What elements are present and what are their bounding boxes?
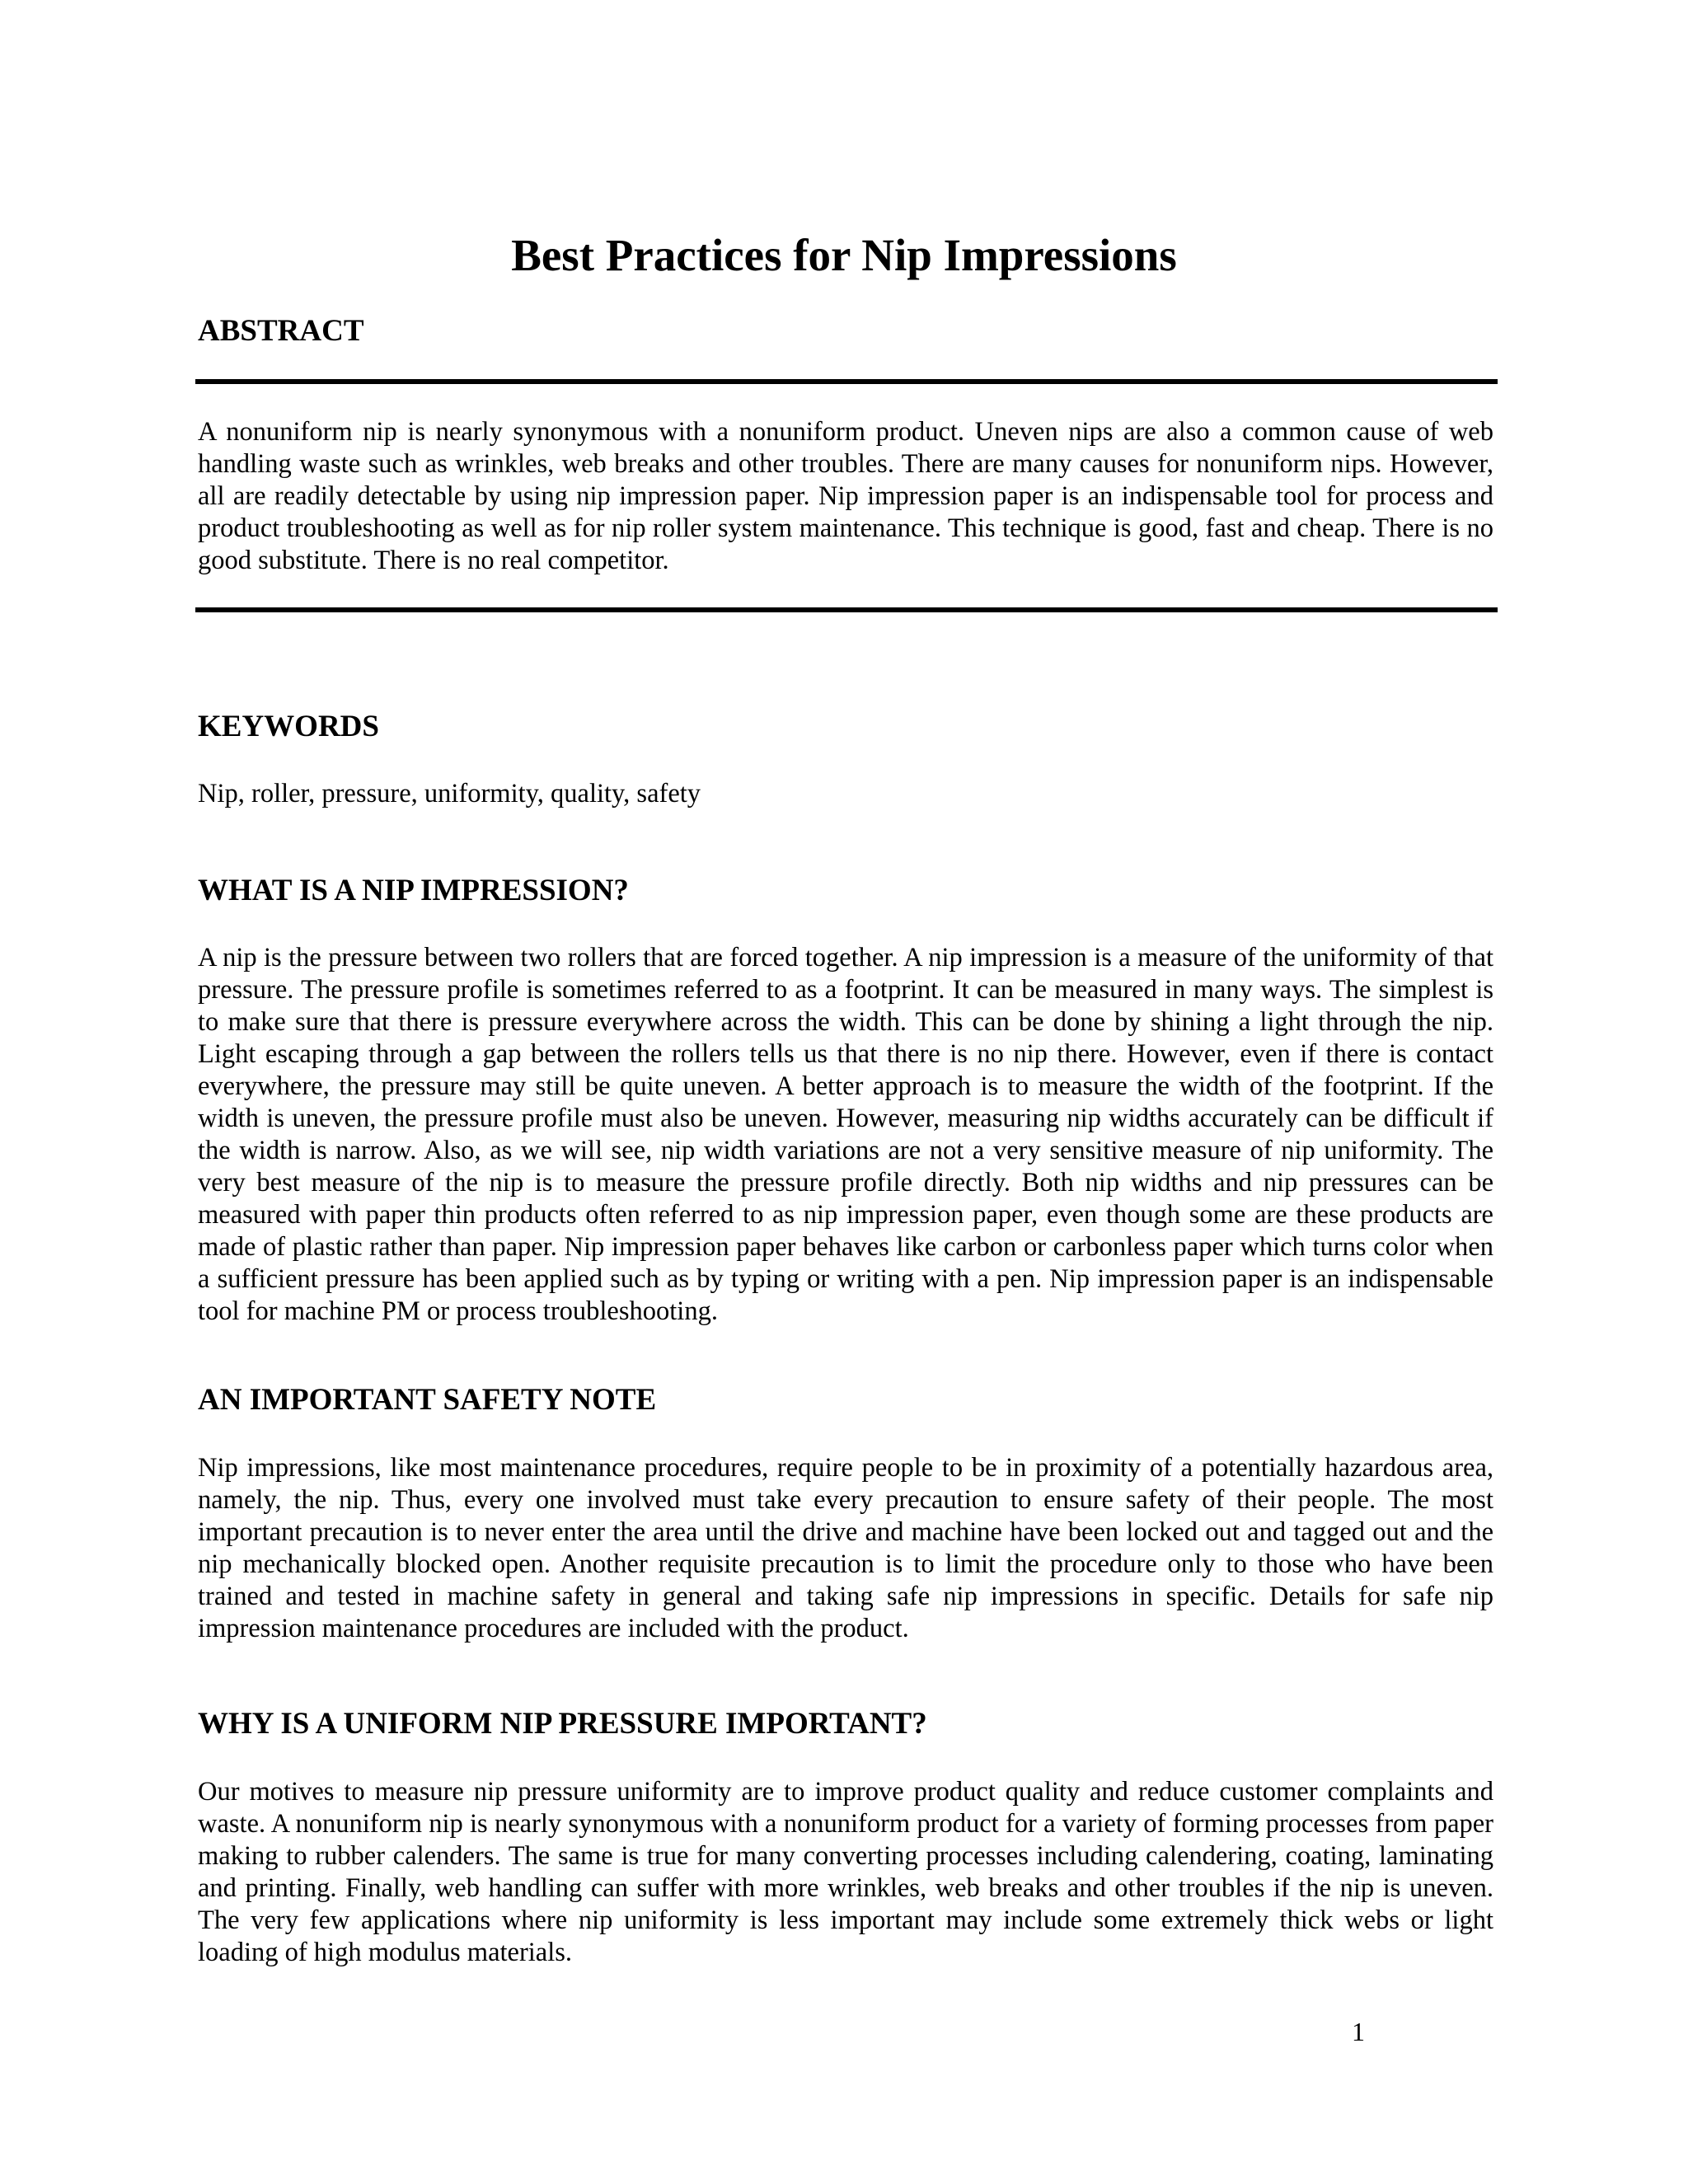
safety-note-paragraph: Nip impressions, like most maintenance procedures, require people to be in proximity of a potentially hazardous area, namely, the nip. Thus, every one involved must take every precaution to ensure safety of their people. The most important precaution is to never enter the area until the drive and machine have been locked out and tagged out and the nip mechanically blocked open. Another requisite precaution is to limit the procedure only to those who have been trained and tested in machine safety in general and taking safe nip impressions in specific. Details for safe nip impression maintenance procedures are included with the product.: [198, 1453, 1493, 1643]
uniform-pressure-heading: WHY IS A UNIFORM NIP PRESSURE IMPORTANT?: [198, 1707, 927, 1741]
nip-impression-paragraph: A nip is the pressure between two rollers that are forced together. A nip impression is a measure of the uniformity of that pressure. The pressure profile is sometimes referred to as a footprint. It can be measured in many ways. The simplest is to make sure that there is pressure everywhere across the width. This can be done by shining a light through the nip. Light escaping through a gap between the rollers tells us that there is no nip there. However, even if there is contact everywhere, the pressure may still be quite uneven. A better approach is to measure the width of the footprint. If the width is uneven, the pressure profile must also be uneven. However, measuring nip widths accurately can be difficult if the width is narrow. Also, as we will see, nip width variations are not a very sensitive measure of nip uniformity. The very best measure of the nip is to measure the pressure profile directly. Both nip widths and nip pressures can be measured with paper thin products often referred to as nip impression paper, even though some are these products are made of plastic rather than paper. Nip impression paper behaves like carbon or carbonless paper which turns color when a sufficient pressure has been applied such as by typing or writing with a pen. Nip impression paper is an indispensable tool for machine PM or process troubleshooting.: [198, 943, 1493, 1326]
abstract-bottom-divider: [195, 607, 1498, 612]
page-number: 1: [1352, 2017, 1365, 2046]
safety-note-heading: AN IMPORTANT SAFETY NOTE: [198, 1383, 657, 1417]
document-title: Best Practices for Nip Impressions: [511, 229, 1177, 280]
nip-impression-heading: WHAT IS A NIP IMPRESSION?: [198, 874, 629, 907]
keywords-text: Nip, roller, pressure, uniformity, quality, safety: [198, 779, 701, 808]
uniform-pressure-paragraph: Our motives to measure nip pressure uniformity are to improve product quality and reduce customer complaints and waste. A nonuniform nip is nearly synonymous with a nonuniform product for a variety of forming processes from paper making to rubber calenders. The same is true for many converting processes including calendering, coating, laminating and printing. Finally, web handling can suffer with more wrinkles, web breaks and other troubles if the nip is uneven. The very few applications where nip uniformity is less important may include some extremely thick webs or light loading of high modulus materials.: [198, 1777, 1493, 1967]
abstract-heading: ABSTRACT: [198, 314, 364, 348]
abstract-text: A nonuniform nip is nearly synonymous with a nonuniform product. Uneven nips are also a common cause of web handling waste such as wrinkles, web breaks and other troubles. There are many causes for nonuniform nips. However, all are readily detectable by using nip impression paper. Nip impression paper is an indispensable tool for process and product troubleshooting as well as for nip roller system maintenance. This technique is good, fast and cheap. There is no good substitute. There is no real competitor.: [198, 417, 1493, 575]
abstract-top-divider: [195, 379, 1498, 384]
keywords-heading: KEYWORDS: [198, 710, 379, 743]
